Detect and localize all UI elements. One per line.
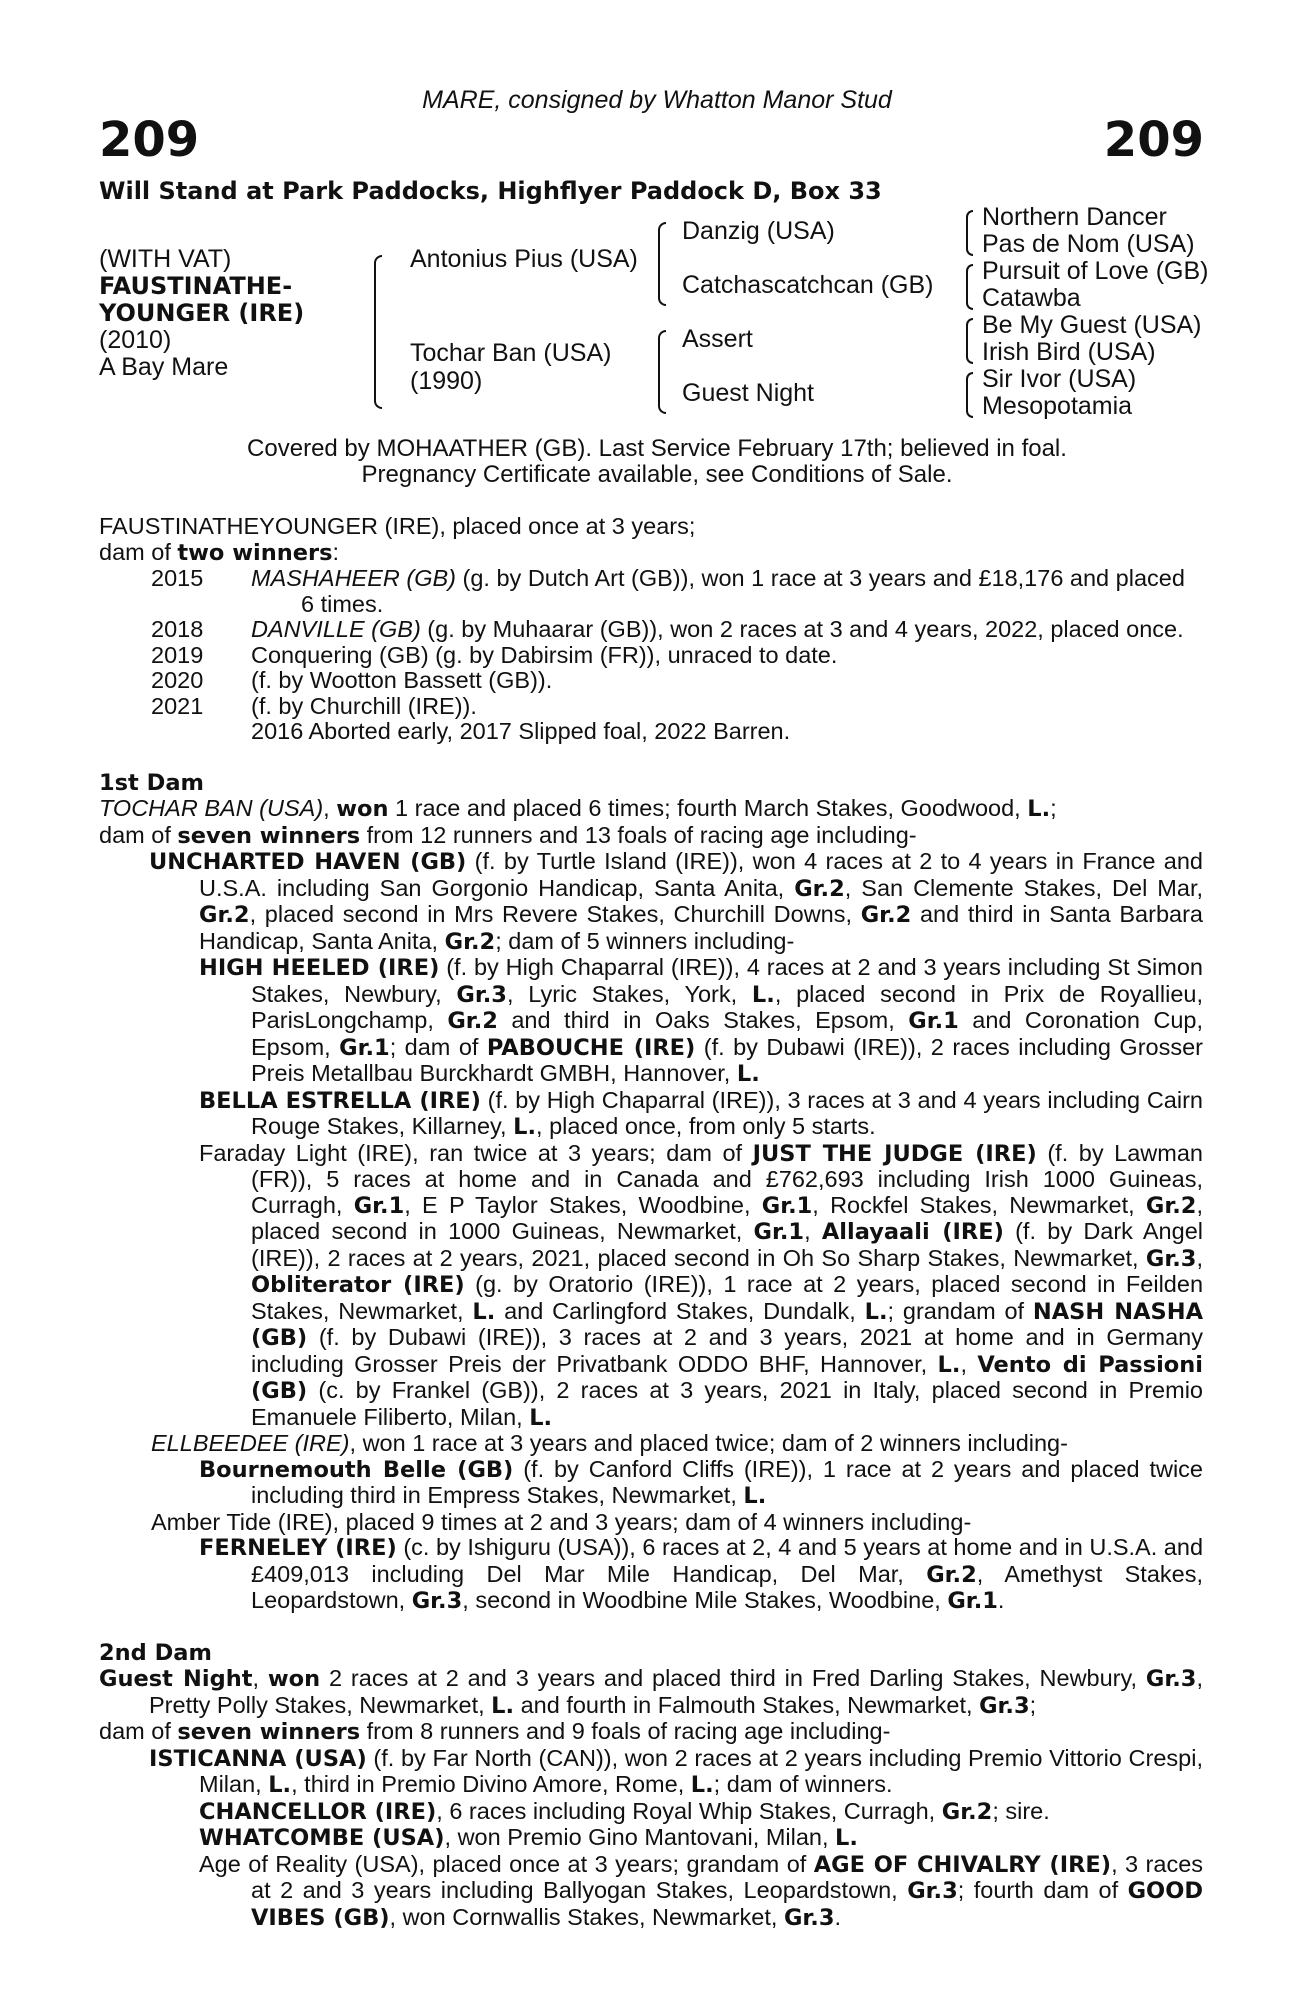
produce-year: 2015	[151, 565, 204, 591]
list-item: Age of Reality (USA), placed once at 3 years; grandam of AGE OF CHIVALRY (IRE), 3 races at 2 and 3 years including Ballyogan Stakes, Leopardstown, Gr.3; fourth dam of GOOD VIBES (GB), won Cornwallis Stakes, Newmarket, Gr.3.	[199, 1850, 1204, 1931]
gsire-7: Sir Ivor (USA)	[982, 365, 1137, 393]
stand-location: Will Stand at Park Paddocks, Highflyer Paddock D, Box 33	[99, 177, 882, 205]
list-item: ISTICANNA (USA) (f. by Far North (CAN)), won 2 races at 2 years including Premio Vittorio Crespi, Milan, L., third in Premio Divino Amore, Rome, L.; dam of winners.	[149, 1744, 1203, 1798]
list-item: Faraday Light (IRE), ran twice at 3 years; dam of JUST THE JUDGE (IRE) (f. by Lawman (FR)), 5 races at home and in Canada and £762,693 including Irish 1000 Guineas, Curragh, Gr.1, E P Taylor Stakes, Woodbine, Gr.1, Rockfel Stakes, Newmarket, Gr.2, placed second in 1000 Guineas, Newmarket, Gr.1, Allayaali (IRE) (f. by Dark Angel (IRE)), 2 races at 2 years, 2021, placed second in Oh So Sharp Stakes, Newmarket, Gr.3, Obliterator (IRE) (g. by Oratorio (IRE)), 1 race at 2 years, placed second in Feilden Stakes, Newmarket, L. and Carlingford Stakes, Dundalk, L.; grandam of NASH NASHA (GB) (f. by Dubawi (IRE)), 3 races at 2 and 3 years, 2021 at home and in Germany including Grosser Preis der Privatbank ODDO BHF, Hannover, L., Vento di Passioni (GB) (c. by Frankel (GB)), 2 races at 3 years, 2021 in Italy, placed second in Premio Emanuele Filiberto, Milan, L.	[199, 1139, 1204, 1431]
lot-number-left: 209	[99, 112, 200, 168]
produce-year: 2021	[151, 692, 204, 719]
gsire-2: Pas de Nom (USA)	[982, 230, 1195, 258]
list-item: UNCHARTED HAVEN (GB) (f. by Turtle Island (IRE)), won 4 races at 2 to 4 years in France and U.S.A. including San Gorgonio Handicap, Santa Anita, Gr.2, San Clemente Stakes, Del Mar, Gr.2, placed second in Mrs Revere Stakes, Churchill Downs, Gr.2 and third in Santa Barbara Handicap, Santa Anita, Gr.2; dam of 5 winners including-	[149, 848, 1203, 955]
dam-sire: Assert	[682, 325, 753, 353]
gsire-1: Northern Dancer	[982, 203, 1167, 231]
produce-record	[99, 566, 1203, 745]
horse-name-line1: FAUSTINATHE-	[99, 272, 293, 300]
list-item: ELLBEEDEE (IRE), won 1 race at 3 years and placed twice; dam of 2 winners including-	[151, 1430, 1068, 1456]
consignor-line: MARE, consigned by Whatton Manor Stud	[422, 86, 892, 114]
list-item: HIGH HEELED (IRE) (f. by High Chaparral (IRE)), 4 races at 2 and 3 years including St Simon Stakes, Newbury, Gr.3, Lyric Stakes, York, L., placed second in Prix de Royallieu, ParisLongchamp, Gr.2 and third in Oaks Stakes, Epsom, Gr.1 and Coronation Cup, Epsom, Gr.1; dam of PABOUCHE (IRE) (f. by Dubawi (IRE)), 2 races including Grosser Preis Metallbau Burckhardt GMBH, Hannover, L.	[199, 954, 1204, 1087]
produce-year: 2020	[151, 667, 204, 693]
second-dam-progeny-summary: dam of seven winners from 8 runners and 9 foals of racing age including-	[99, 1718, 891, 1745]
list-item: BELLA ESTRELLA (IRE) (f. by High Chaparral (IRE)), 3 races at 3 and 4 years including Cairn Rouge Stakes, Killarney, L., placed once, from only 5 starts.	[199, 1086, 1203, 1140]
gsire-6: Irish Bird (USA)	[982, 338, 1156, 366]
first-dam-summary: TOCHAR BAN (USA), won 1 race and placed 6 times; fourth March Stakes, Goodwood, L.;	[99, 795, 1057, 822]
list-item: FERNELEY (IRE) (c. by Ishiguru (USA)), 6 races at 2, 4 and 5 years at home and in U.S.A. and £409,013 including Del Mar Mile Handicap, Del Mar, Gr.2, Amethyst Stakes, Leopardstown, Gr.3, second in Woodbine Mile Stakes, Woodbine, Gr.1.	[199, 1534, 1204, 1614]
produce-entry: (f. by Wootton Bassett (GB)).	[251, 667, 553, 693]
produce-intro: FAUSTINATHEYOUNGER (IRE), placed once at 3 years;	[99, 513, 696, 539]
pedigree-brace-dam	[658, 330, 666, 414]
covering-line: Covered by MOHAATHER (GB). Last Service February 17th; believed in foal.	[247, 435, 1067, 462]
horse-name-line2: YOUNGER (IRE)	[99, 299, 305, 327]
pregnancy-line: Pregnancy Certificate available, see Conditions of Sale.	[361, 461, 953, 488]
pedigree-brace-g1	[966, 210, 973, 256]
sire-dam: Catchascatchcan (GB)	[682, 271, 934, 299]
list-item: Amber Tide (IRE), placed 9 times at 2 and 3 years; dam of 4 winners including-	[151, 1508, 972, 1535]
first-dam-heading: 1st Dam	[99, 769, 204, 796]
gsire-5: Be My Guest (USA)	[982, 311, 1202, 339]
dam-dam: Guest Night	[682, 379, 815, 407]
produce-entry: (f. by Churchill (IRE)).	[251, 692, 477, 719]
catalogue-body	[99, 514, 1203, 1931]
produce-entry: DANVILLE (GB) (g. by Muhaarar (GB)), won 2 races at 3 and 4 years, 2022, placed once.	[251, 616, 1184, 642]
gsire-4: Catawba	[982, 284, 1081, 312]
first-dam-progeny-summary: dam of seven winners from 12 runners and 13 foals of racing age including-	[99, 821, 917, 849]
foaled-year: (2010)	[99, 326, 172, 354]
gsire-8: Mesopotamia	[982, 392, 1133, 420]
pedigree-brace-g3	[966, 318, 973, 364]
vat-note: (WITH VAT)	[99, 245, 232, 273]
produce-year: 2019	[151, 641, 204, 668]
list-item: WHATCOMBE (USA), won Premio Gino Mantovani, Milan, L.	[199, 1824, 858, 1851]
produce-intro-2: dam of two winners:	[99, 538, 340, 566]
lot-number-right: 209	[1103, 112, 1204, 168]
sire-sire: Danzig (USA)	[682, 217, 835, 245]
second-dam-summary: Guest Night, won 2 races at 2 and 3 years and placed third in Fred Darling Stakes, Newbury, Gr.3, Pretty Polly Stakes, Newmarket, L. and fourth in Falmouth Stakes, Newmarket, Gr.3;	[99, 1665, 1203, 1719]
dam-name: Tochar Ban (USA)	[410, 339, 612, 367]
list-item: CHANCELLOR (IRE), 6 races including Royal Whip Stakes, Curragh, Gr.2; sire.	[199, 1797, 1050, 1825]
produce-year: 2018	[151, 616, 204, 642]
second-dam-heading: 2nd Dam	[99, 1639, 212, 1666]
produce-entry: MASHAHEER (GB) (g. by Dutch Art (GB)), won 1 race at 3 years and £18,176 and placed 6 times.	[251, 565, 1185, 617]
pedigree-brace-main	[374, 255, 382, 409]
pedigree-brace-g2	[966, 264, 973, 310]
dam-year: (1990)	[410, 367, 483, 395]
pedigree-brace-g4	[966, 372, 973, 418]
produce-entry: Conquering (GB) (g. by Dabirsim (FR)), unraced to date.	[251, 641, 838, 668]
pedigree-brace-sire	[658, 222, 666, 306]
sire-name: Antonius Pius (USA)	[410, 245, 638, 273]
produce-note: 2016 Aborted early, 2017 Slipped foal, 2022 Barren.	[251, 718, 791, 744]
list-item: Bournemouth Belle (GB) (f. by Canford Cliffs (IRE)), 1 race at 2 years and placed twice including third in Empress Stakes, Newmarket, L.	[199, 1455, 1203, 1509]
horse-description: A Bay Mare	[99, 353, 229, 381]
gsire-3: Pursuit of Love (GB)	[982, 257, 1209, 285]
